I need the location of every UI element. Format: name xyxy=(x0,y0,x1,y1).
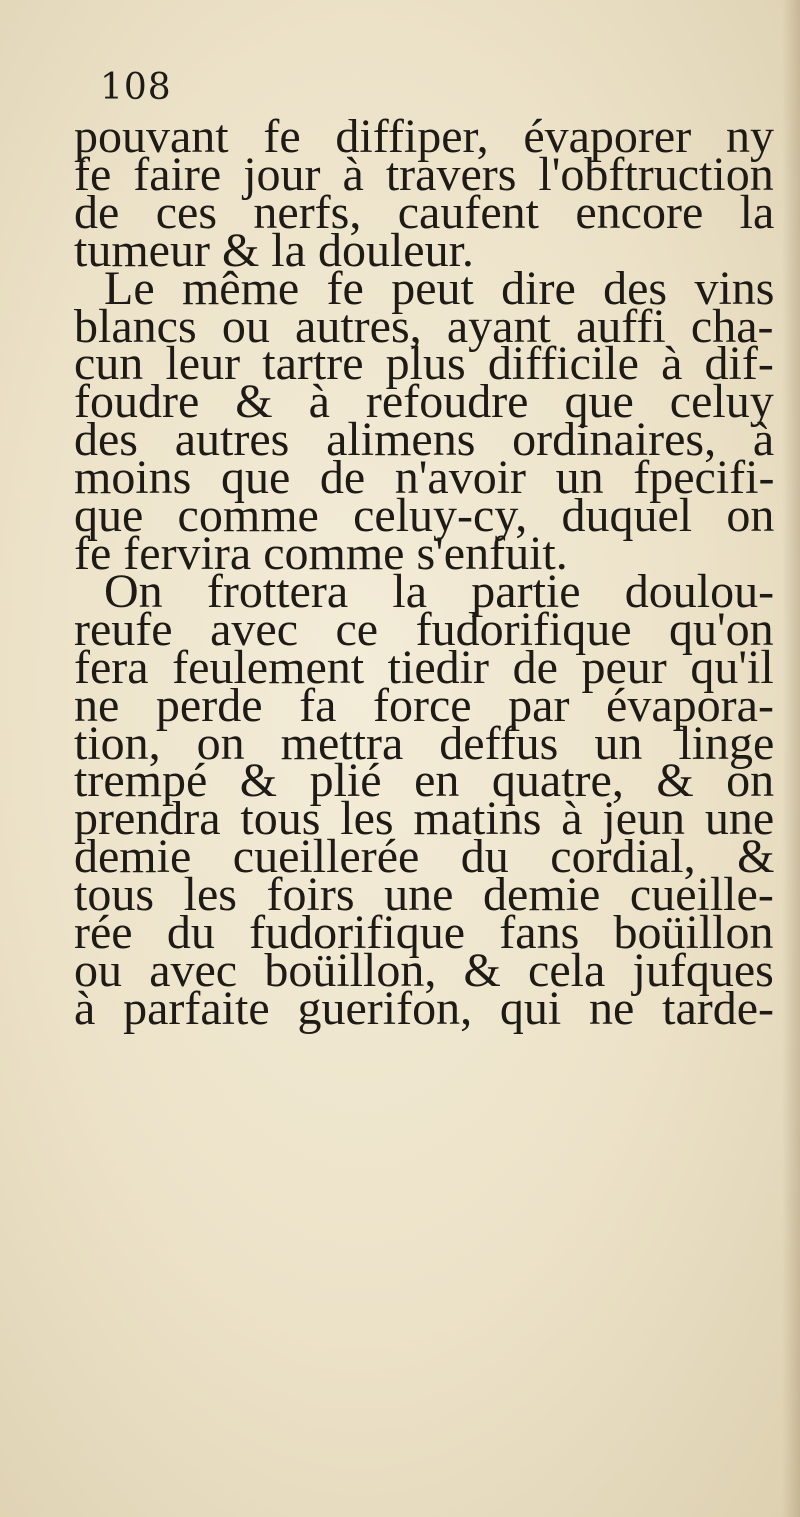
text-line: tion, on mettra deffus un linge xyxy=(74,716,775,770)
text-line: blancs ou autres, ayant auffi cha- xyxy=(74,299,774,353)
text-line: trempé & plié en quatre, & on xyxy=(74,754,775,808)
paragraph xyxy=(74,110,775,277)
text-line: reufe avec ce fudorifique qu'on xyxy=(74,602,774,656)
text-line: prendra tous les matins à jeun une xyxy=(74,792,775,846)
text-line: des autres alimens ordinaires, à xyxy=(74,413,775,467)
text-line: tous les foirs une demie cueille- xyxy=(74,868,774,922)
text-line: ou avec boüillon, & cela jufques xyxy=(74,943,774,997)
text-line: fera feulement tiedir de peur qu'il xyxy=(74,640,774,694)
text-line: On frottera la partie doulou- xyxy=(104,564,775,618)
text-line: de ces nerfs, caufent encore la xyxy=(74,185,775,239)
text-line: rée du fudorifique fans boüillon xyxy=(74,906,774,960)
text-line: que comme celuy-cy, duquel on xyxy=(74,489,775,543)
page-number: 108 xyxy=(100,67,172,108)
text-line: ne perde fa force par évapora- xyxy=(74,678,774,732)
text-line: fe fervira comme s'enfuit. xyxy=(74,526,568,580)
text-line: cun leur tartre plus difficile à dif- xyxy=(74,337,774,391)
text-line: demie cueillerée du cordial, & xyxy=(74,830,775,884)
text-line: moins que de n'avoir un fpecifi- xyxy=(74,451,775,505)
text-line: fe faire jour à travers l'obftruction xyxy=(74,147,774,201)
paragraph xyxy=(74,564,775,1035)
text-body xyxy=(74,110,775,1035)
text-line: à parfaite guerifon, qui ne tarde- xyxy=(74,981,775,1035)
text-line: pouvant fe diffiper, évaporer ny xyxy=(74,110,774,163)
paragraph xyxy=(74,261,775,580)
text-line: foudre & à refoudre que celuy xyxy=(74,375,774,429)
text-line: tumeur & la douleur. xyxy=(74,223,474,277)
text-line: Le même fe peut dire des vins xyxy=(104,261,775,315)
